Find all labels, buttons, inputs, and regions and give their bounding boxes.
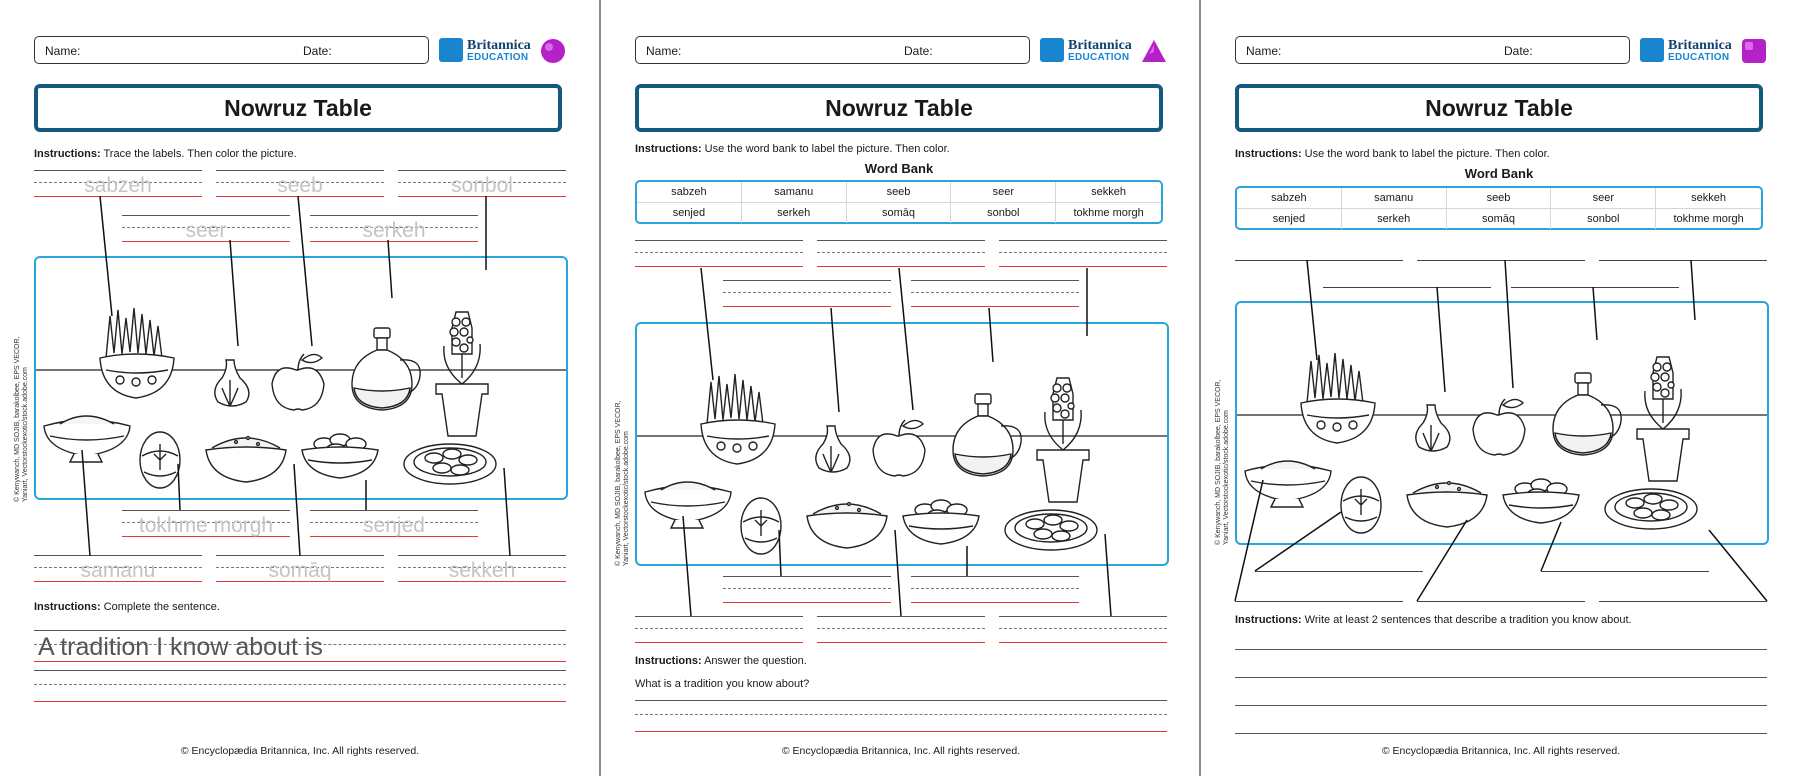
- word-bank-title: Word Bank: [1464, 166, 1534, 181]
- writing-line[interactable]: [1235, 705, 1767, 706]
- instructions-trace: Instructions: Trace the labels. Then color the picture.: [34, 148, 297, 160]
- writing-line[interactable]: [1235, 733, 1767, 734]
- sentence-writing-lines[interactable]: [34, 630, 566, 666]
- britannica-logo: Britannica EDUCATION: [1040, 36, 1136, 64]
- copyright-footer: © Encyclopædia Britannica, Inc. All rights reserved.: [1381, 745, 1621, 757]
- trace-word-sekkeh[interactable]: sekkeh: [398, 555, 566, 585]
- page-title: Nowruz Table: [34, 84, 562, 132]
- word-bank-title: Word Bank: [864, 161, 934, 176]
- trace-word-somaq[interactable]: somāq: [216, 555, 384, 585]
- label-leader-lines: [1201, 0, 1800, 776]
- trace-word-seeb[interactable]: seeb: [216, 170, 384, 200]
- extra-writing-lines[interactable]: [34, 670, 566, 706]
- trace-word-senjed[interactable]: senjed: [310, 510, 478, 540]
- question-text: What is a tradition you know about?: [635, 678, 810, 690]
- instructions-sentence: Instructions: Complete the sentence.: [34, 601, 220, 613]
- name-label: Name:: [646, 44, 682, 58]
- date-label: Date:: [1504, 44, 1533, 58]
- instructions-label: Instructions: Use the word bank to label the picture. Then color.: [1235, 148, 1550, 160]
- date-label: Date:: [303, 44, 332, 58]
- answer-writing-lines[interactable]: [635, 700, 1167, 736]
- name-label: Name:: [45, 44, 81, 58]
- trace-word-sonbol[interactable]: sonbol: [398, 170, 566, 200]
- date-label: Date:: [904, 44, 933, 58]
- name-label: Name:: [1246, 44, 1282, 58]
- instructions-answer: Instructions: Answer the question.: [635, 655, 807, 667]
- trace-word-seer[interactable]: seer: [122, 215, 290, 245]
- writing-line[interactable]: [1235, 649, 1767, 650]
- word-bank: sabzeh samanu seeb seer sekkeh senjed serkeh somāq sonbol tokhme morgh: [1235, 186, 1763, 230]
- trace-word-serkeh[interactable]: serkeh: [310, 215, 478, 245]
- copyright-footer: © Encyclopædia Britannica, Inc. All rights reserved.: [781, 745, 1021, 757]
- writing-line[interactable]: [1235, 677, 1767, 678]
- image-credit: © Kenywanch, MD SOJIB, barakolbee, EPS VECOR, Yaniart, Vectorstockexotic/stock.adobe.com: [14, 336, 29, 502]
- copyright-footer: © Encyclopædia Britannica, Inc. All rights reserved.: [180, 745, 420, 757]
- worksheet-trace: [0, 0, 600, 776]
- word-bank: sabzeh samanu seeb seer sekkeh senjed serkeh somāq sonbol tokhme morgh: [635, 180, 1163, 224]
- instructions-write: Instructions: Write at least 2 sentences that describe a tradition you know about.: [1235, 614, 1632, 626]
- trace-word-samanu[interactable]: samanu: [34, 555, 202, 585]
- page-title: Nowruz Table: [635, 84, 1163, 132]
- britannica-logo: Britannica EDUCATION: [439, 36, 535, 64]
- sentence-starter: A tradition I know about is: [38, 633, 323, 661]
- trace-word-sabzeh[interactable]: sabzeh: [34, 170, 202, 200]
- page-title: Nowruz Table: [1235, 84, 1763, 132]
- image-credit: © Kenywanch, MD SOJIB, barakolbee, EPS VECOR, Yaniart, Vectorstockexotic/stock.adobe.com: [1215, 379, 1230, 545]
- trace-word-tokhme-morgh[interactable]: tokhme morgh: [122, 510, 290, 540]
- instructions-label: Instructions: Use the word bank to label the picture. Then color.: [635, 143, 950, 155]
- worksheet-word-bank-sentences: [1201, 0, 1800, 776]
- image-credit: © Kenywanch, MD SOJIB, barakolbee, EPS VECOR, Yaniart, Vectorstockexotic/stock.adobe.com: [615, 400, 630, 566]
- worksheet-word-bank-question: [601, 0, 1201, 776]
- britannica-logo: Britannica EDUCATION: [1640, 36, 1736, 64]
